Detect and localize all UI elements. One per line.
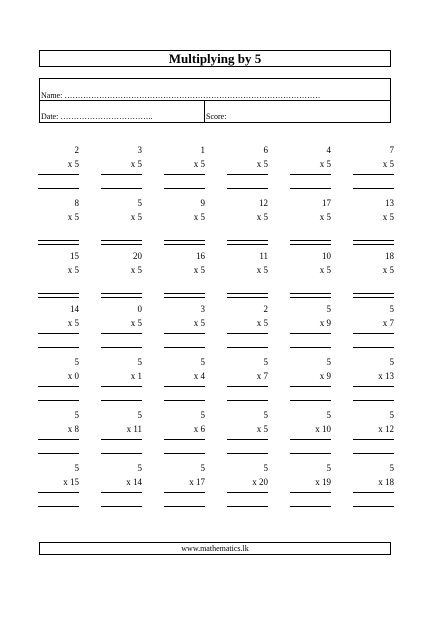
problem [353,410,394,460]
problem [38,198,79,248]
multiplier: x 10 [315,424,331,434]
multiplier: x 0 [67,371,79,381]
problem [227,251,268,301]
multiplier: x 5 [256,424,268,434]
answer-line[interactable] [353,297,394,298]
multiplier: x 5 [382,265,394,275]
multiplicand: 5 [137,198,142,208]
answer-line[interactable] [101,347,142,348]
problem [227,357,268,407]
answer-line[interactable] [101,297,142,298]
date-label: Date: …………………………….. [41,112,153,121]
answer-line [353,333,394,334]
multiplicand: 7 [389,145,394,155]
multiplicand: 3 [137,145,142,155]
problem-row [38,198,392,251]
answer-line [164,293,205,294]
multiplicand: 20 [133,251,142,261]
multiplicand: 4 [326,145,331,155]
answer-line [164,439,205,440]
answer-line [290,492,331,493]
answer-line[interactable] [353,188,394,189]
multiplicand: 5 [200,357,205,367]
multiplicand: 5 [137,410,142,420]
answer-line[interactable] [101,400,142,401]
problem [353,145,394,195]
answer-line[interactable] [38,244,79,245]
problem [101,410,142,460]
answer-line [353,386,394,387]
multiplicand: 9 [200,198,205,208]
problem-row [38,357,392,410]
answer-line [101,293,142,294]
multiplicand: 11 [259,251,268,261]
multiplicand: 5 [326,304,331,314]
answer-line [227,333,268,334]
answer-line [227,492,268,493]
answer-line [38,492,79,493]
multiplier: x 6 [193,424,205,434]
answer-line[interactable] [290,453,331,454]
problem [353,357,394,407]
answer-line [38,386,79,387]
answer-line[interactable] [164,347,205,348]
multiplier: x 5 [130,159,142,169]
multiplier: x 5 [256,159,268,169]
answer-line [164,333,205,334]
multiplicand: 2 [263,304,268,314]
problem [353,463,394,513]
multiplicand: 15 [70,251,79,261]
problem [164,304,205,354]
answer-line [227,439,268,440]
multiplicand: 6 [263,145,268,155]
multiplier: x 1 [130,371,142,381]
answer-line[interactable] [227,347,268,348]
problem [290,463,331,513]
answer-line[interactable] [38,297,79,298]
multiplicand: 3 [200,304,205,314]
problem [290,304,331,354]
problem-row [38,463,392,516]
problem [227,198,268,248]
problem [38,357,79,407]
multiplicand: 18 [385,251,394,261]
name-label: Name: …………………………………………………………………………………… [41,91,321,100]
multiplier: x 5 [382,159,394,169]
problem [38,304,79,354]
problem [290,251,331,301]
student-info-box [39,78,391,123]
problem [353,198,394,248]
multiplicand: 5 [263,463,268,473]
multiplicand: 5 [326,463,331,473]
multiplier: x 5 [319,265,331,275]
answer-line [164,386,205,387]
answer-line[interactable] [353,244,394,245]
multiplicand: 5 [74,410,79,420]
answer-line [38,439,79,440]
multiplier: x 5 [130,212,142,222]
answer-line [227,240,268,241]
answer-line[interactable] [164,188,205,189]
multiplier: x 5 [67,265,79,275]
answer-line[interactable] [227,244,268,245]
worksheet-title: Multiplying by 5 [39,50,391,67]
answer-line[interactable] [353,400,394,401]
answer-line [164,174,205,175]
multiplier: x 7 [382,318,394,328]
date-field[interactable] [40,101,205,122]
multiplier: x 5 [256,265,268,275]
answer-line[interactable] [38,400,79,401]
multiplier: x 11 [126,424,142,434]
multiplicand: 10 [322,251,331,261]
multiplier: x 9 [319,318,331,328]
problem [164,357,205,407]
answer-line [164,492,205,493]
answer-line[interactable] [227,400,268,401]
problem-row [38,410,392,463]
multiplier: x 12 [378,424,394,434]
multiplier: x 5 [130,265,142,275]
problem [164,410,205,460]
answer-line [290,333,331,334]
multiplier: x 5 [67,318,79,328]
answer-line [290,439,331,440]
score-label: Score: [206,112,227,121]
multiplicand: 2 [74,145,79,155]
multiplier: x 5 [130,318,142,328]
multiplicand: 5 [74,357,79,367]
answer-line[interactable] [353,506,394,507]
multiplicand: 5 [389,463,394,473]
answer-line[interactable] [290,297,331,298]
answer-line [353,439,394,440]
multiplicand: 5 [263,357,268,367]
answer-line [38,240,79,241]
answer-line [290,386,331,387]
answer-line [353,492,394,493]
answer-line[interactable] [38,347,79,348]
problem [101,145,142,195]
problem [101,357,142,407]
multiplicand: 5 [326,357,331,367]
answer-line [101,439,142,440]
answer-line[interactable] [164,506,205,507]
problem [164,463,205,513]
answer-line [101,492,142,493]
problem [101,304,142,354]
name-field[interactable] [40,79,390,101]
problem [227,145,268,195]
multiplicand: 1 [200,145,205,155]
multiplicand: 17 [322,198,331,208]
multiplicand: 16 [196,251,205,261]
problem [164,145,205,195]
problem-row [38,145,392,198]
answer-line[interactable] [164,400,205,401]
problem [290,357,331,407]
answer-line[interactable] [227,453,268,454]
multiplier: x 19 [315,477,331,487]
answer-line[interactable] [290,244,331,245]
multiplicand: 12 [259,198,268,208]
answer-line[interactable] [290,400,331,401]
problem [164,251,205,301]
multiplier: x 14 [126,477,142,487]
answer-line [101,174,142,175]
answer-line[interactable] [290,188,331,189]
problem [164,198,205,248]
multiplicand: 5 [389,410,394,420]
answer-line[interactable] [164,244,205,245]
multiplicand: 5 [137,463,142,473]
answer-line[interactable] [101,506,142,507]
problem [101,251,142,301]
multiplier: x 5 [193,159,205,169]
multiplicand: 5 [263,410,268,420]
multiplier: x 18 [378,477,394,487]
answer-line [353,293,394,294]
multiplicand: 13 [385,198,394,208]
multiplicand: 5 [200,463,205,473]
answer-line[interactable] [38,188,79,189]
problem [38,145,79,195]
multiplier: x 5 [67,212,79,222]
answer-line [227,174,268,175]
multiplicand: 5 [137,357,142,367]
problem [227,463,268,513]
multiplier: x 8 [67,424,79,434]
multiplier: x 5 [382,212,394,222]
answer-line [38,174,79,175]
answer-line[interactable] [290,347,331,348]
problem [38,410,79,460]
problem [290,198,331,248]
multiplier: x 17 [189,477,205,487]
multiplier: x 5 [319,159,331,169]
problem-grid [38,145,392,516]
answer-line[interactable] [290,506,331,507]
problem-row [38,304,392,357]
answer-line[interactable] [101,244,142,245]
answer-line [38,333,79,334]
multiplicand: 5 [200,410,205,420]
multiplier: x 15 [63,477,79,487]
multiplicand: 5 [74,463,79,473]
footer-url: www.mathematics.lk [39,542,391,555]
multiplicand: 14 [70,304,79,314]
answer-line[interactable] [164,453,205,454]
problem [38,463,79,513]
multiplier: x 7 [256,371,268,381]
problem [227,304,268,354]
multiplicand: 8 [74,198,79,208]
problem-row [38,251,392,304]
answer-line [101,386,142,387]
multiplier: x 9 [319,371,331,381]
answer-line [38,293,79,294]
answer-line[interactable] [353,453,394,454]
multiplier: x 20 [252,477,268,487]
answer-line[interactable] [164,297,205,298]
answer-line [290,174,331,175]
answer-line[interactable] [353,347,394,348]
multiplier: x 5 [256,212,268,222]
multiplicand: 5 [326,410,331,420]
answer-line [227,293,268,294]
answer-line[interactable] [101,188,142,189]
multiplier: x 5 [256,318,268,328]
multiplicand: 0 [137,304,142,314]
problem [38,251,79,301]
score-field[interactable] [205,101,390,122]
problem [353,304,394,354]
answer-line [290,240,331,241]
answer-line [353,174,394,175]
problem [290,410,331,460]
answer-line [353,240,394,241]
multiplier: x 5 [193,318,205,328]
answer-line [290,293,331,294]
multiplier: x 5 [193,212,205,222]
answer-line[interactable] [38,506,79,507]
multiplicand: 5 [389,357,394,367]
answer-line[interactable] [227,297,268,298]
problem [101,198,142,248]
problem [227,410,268,460]
multiplier: x 5 [193,265,205,275]
answer-line [164,240,205,241]
multiplier: x 4 [193,371,205,381]
answer-line[interactable] [38,453,79,454]
multiplier: x 5 [319,212,331,222]
answer-line [101,240,142,241]
multiplier: x 5 [67,159,79,169]
answer-line [227,386,268,387]
problem [101,463,142,513]
answer-line [101,333,142,334]
answer-line[interactable] [227,506,268,507]
multiplier: x 13 [378,371,394,381]
answer-line[interactable] [227,188,268,189]
problem [353,251,394,301]
multiplicand: 5 [389,304,394,314]
answer-line[interactable] [101,453,142,454]
problem [290,145,331,195]
